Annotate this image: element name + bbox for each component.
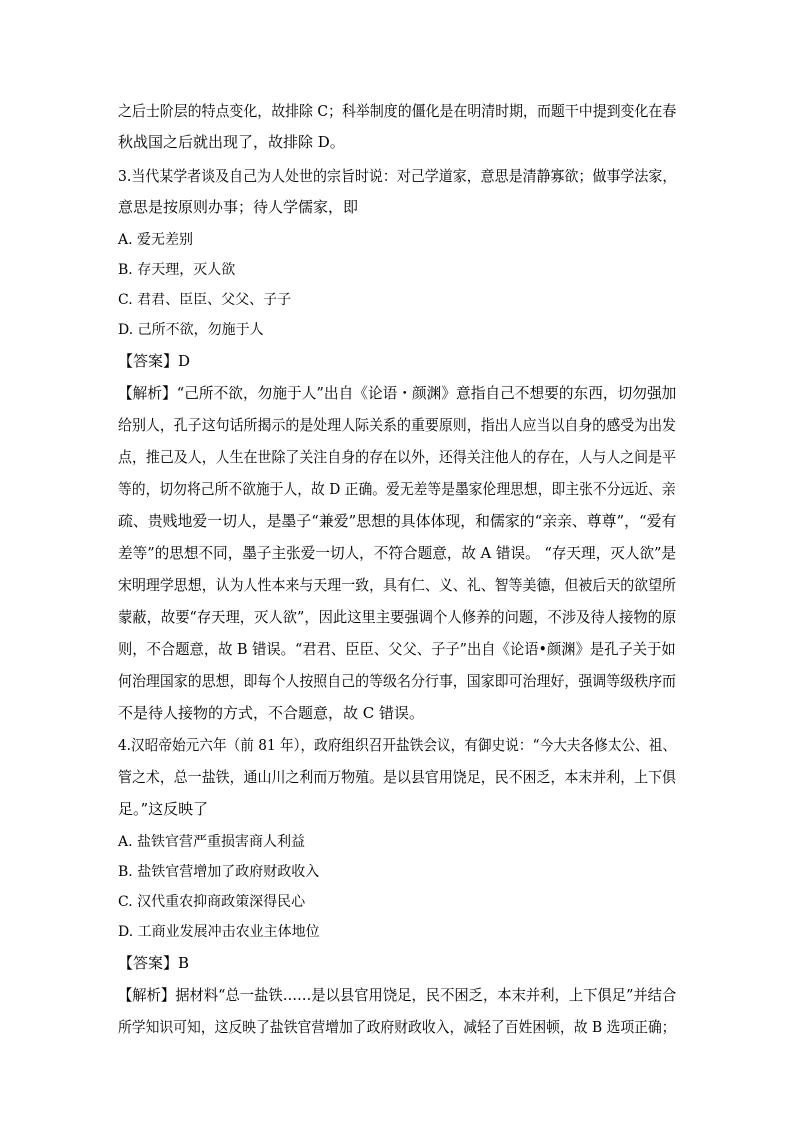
question-3-analysis-line: 等的，切勿将己所不欲施于人，故 D 正确。爱无差等是墨家伦理思想，即主张不分远近、亲 bbox=[118, 480, 676, 498]
question-4-answer: 【答案】B bbox=[118, 954, 190, 972]
question-3-analysis-line: 差等”的思想不同，墨子主张爱一切人，不符合题意，故 A 错误。 “存天理，灭人欲”是 bbox=[118, 544, 677, 562]
question-3-analysis-line: 点，推己及人，人生在世除了关注自身的存在以外，还得关注他人的存在，人与人之间是平 bbox=[118, 448, 677, 466]
question-3-stem: 意思是按原则办事；待人学儒家，即 bbox=[118, 198, 359, 216]
question-4-stem: 4.汉昭帝始元六年（前 81 年），政府组织召开盐铁会议，有御史说：“今大夫各修太公、祖、 bbox=[118, 736, 677, 754]
question-4-option-c: C. 汉代重农抑商政策深得民心 bbox=[118, 894, 306, 910]
question-4-option-d: D. 工商业发展冲击农业主体地位 bbox=[118, 924, 320, 940]
question-3-option-b: B. 存天理，灭人欲 bbox=[118, 262, 236, 278]
text-line: 秋战国之后就出现了，故排除 D。 bbox=[118, 133, 345, 151]
question-3-analysis-line: 宋明理学思想，认为人性本来与天理一致，具有仁、义、礼、智等美德，但被后天的欲望所 bbox=[118, 576, 677, 594]
question-3-analysis-line: 则，不合题意，故 B 错误。“君君、臣臣、父父、子子”出自《论语•颜渊》是孔子关于如 bbox=[118, 640, 676, 658]
question-3-analysis-line: 给别人，孔子这句话所揭示的是处理人际关系的重要原则，指出人应当以自身的感受为出发 bbox=[118, 416, 677, 434]
question-3-analysis-line: 疏、贵贱地爱一切人，是墨子“兼爱”思想的具体体现，和儒家的“亲亲、尊尊”，“爱有 bbox=[118, 512, 677, 530]
question-3-analysis-line: 蒙蔽，故要“存天理，灭人欲”，因此这里主要强调个人修养的问题，不涉及待人接物的原 bbox=[118, 608, 677, 626]
question-4-analysis-line: 【解析】据材料“总一盐铁……是以县官用饶足，民不困乏，本末并利，上下俱足”并结合 bbox=[118, 986, 677, 1004]
question-4-analysis-line: 所学知识可知，这反映了盐铁官营增加了政府财政收入，减轻了百姓困顿，故 B 选项正确； bbox=[118, 1018, 676, 1036]
text-line: 之后士阶层的特点变化，故排除 C；科举制度的僵化是在明清时期，而题干中提到变化在春 bbox=[118, 102, 677, 120]
question-3-answer: 【答案】D bbox=[118, 352, 191, 370]
question-3-option-a: A. 爱无差别 bbox=[118, 232, 194, 248]
question-4-stem: 管之术，总一盐铁，通山川之利而万物殖。是以县官用饶足，民不困乏，本末并利，上下俱 bbox=[118, 768, 677, 786]
question-3-analysis-line: 何治理国家的思想，即每个人按照自己的等级名分行事，国家即可治理好，强调等级秩序而 bbox=[118, 672, 677, 690]
question-3-analysis-line: 不是待人接物的方式，不合题意，故 C 错误。 bbox=[118, 704, 425, 722]
question-3-stem: 3.当代某学者谈及自己为人处世的宗旨时说：对己学道家，意思是清静寡欲；做事学法家， bbox=[118, 167, 677, 185]
question-3-option-d: D. 己所不欲，勿施于人 bbox=[118, 322, 264, 338]
question-3-option-c: C. 君君、臣臣、父父、子子 bbox=[118, 292, 292, 308]
question-4-option-a: A. 盐铁官营严重损害商人利益 bbox=[118, 834, 306, 850]
question-3-analysis-line: 【解析】“己所不欲，勿施于人”出自《论语・颜渊》意指自己不想要的东西，切勿强加 bbox=[118, 384, 677, 402]
question-4-stem: 足。”这反映了 bbox=[118, 800, 209, 818]
question-4-option-b: B. 盐铁官营增加了政府财政收入 bbox=[118, 864, 320, 880]
